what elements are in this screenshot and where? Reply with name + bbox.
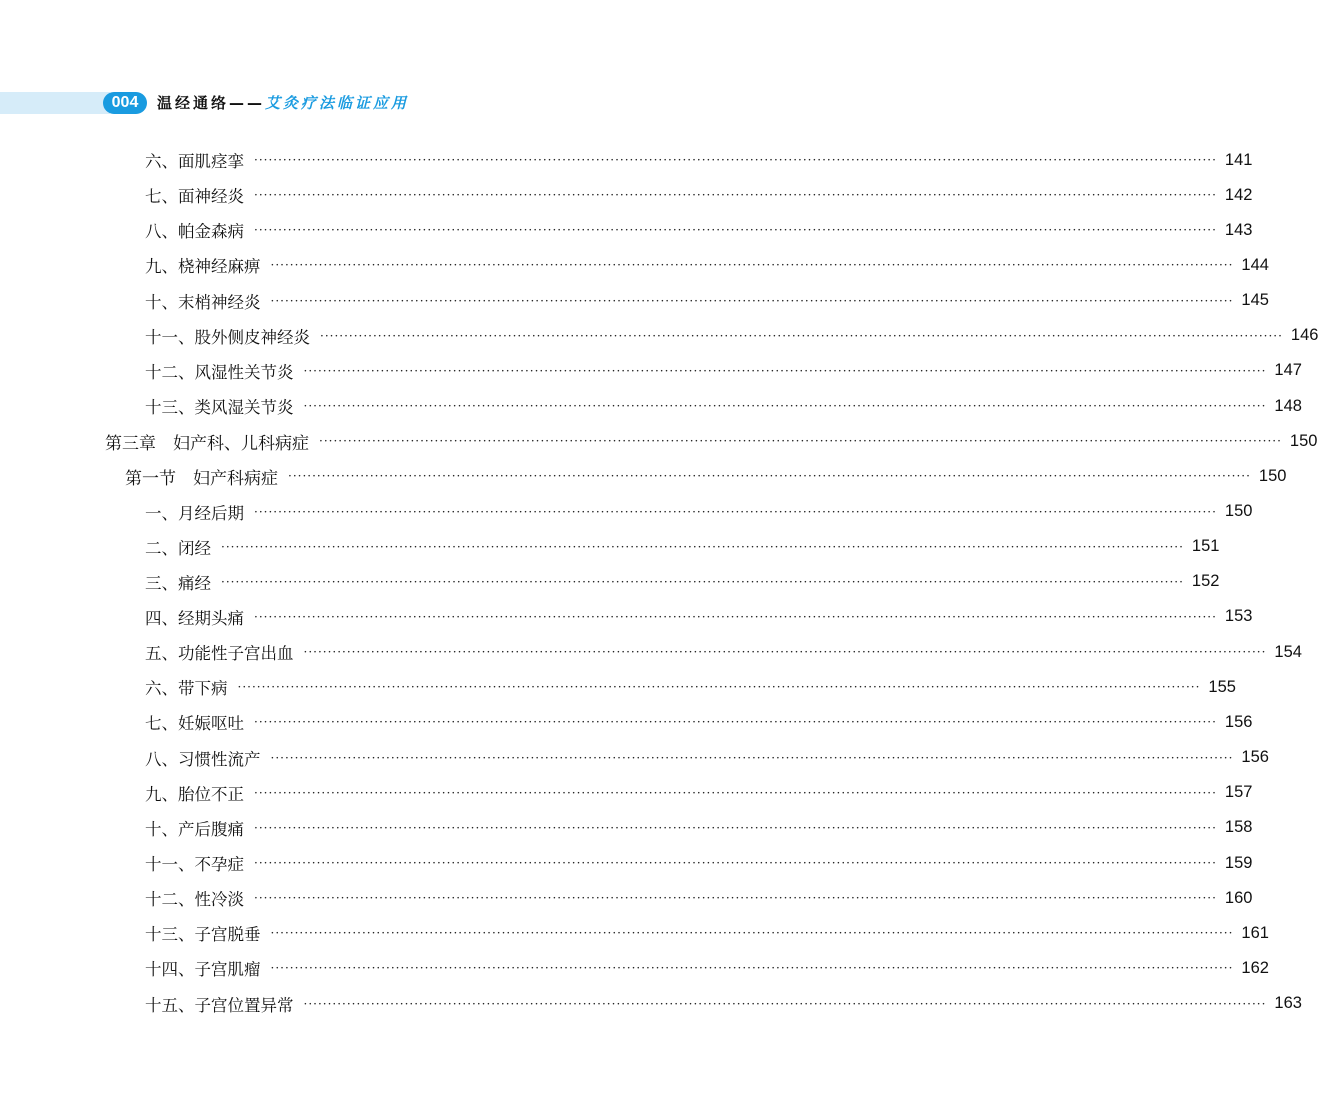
toc-entry-page: 158 [1224, 818, 1253, 837]
toc-entry-page: 152 [1191, 572, 1220, 591]
leader-dots: ········································································································································································································ [303, 399, 1267, 414]
toc-entry-title: 十一、股外侧皮神经炎 [145, 327, 310, 347]
toc-entry-title: 十五、子宫位置异常 [145, 995, 294, 1015]
leader-dots: ········································································································································································································ [270, 750, 1234, 765]
toc-entry[interactable] [0, 180, 1253, 210]
page-number-badge: 004 [103, 92, 147, 114]
leader-dots: ········································································································································································································ [303, 996, 1267, 1011]
toc-entry[interactable] [0, 848, 1253, 878]
toc-entry-title: 八、习惯性流产 [145, 749, 261, 769]
toc-entry[interactable] [0, 743, 1269, 773]
toc-entry[interactable] [0, 321, 1318, 351]
toc-entry-page: 156 [1241, 748, 1269, 767]
toc-entry[interactable] [0, 250, 1269, 280]
leader-dots: ········································································································································································································ [237, 680, 1201, 695]
toc-entry-page: 151 [1191, 537, 1220, 556]
running-header-title [157, 92, 409, 114]
toc-entry-page: 144 [1241, 255, 1269, 274]
leader-dots: ········································································································································································································ [303, 363, 1267, 378]
toc-entry-title: 四、经期头痛 [145, 608, 244, 628]
toc-entry-title: 九、胎位不正 [145, 784, 244, 804]
leader-dots: ········································································································································································································ [254, 785, 1217, 800]
toc-entry[interactable] [0, 356, 1302, 386]
leader-dots: ········································································································································································································ [270, 258, 1234, 273]
book-subtitle: 艾灸疗法临证应用 [265, 94, 410, 112]
toc-entry-page: 160 [1224, 888, 1253, 907]
toc-entry-page: 145 [1241, 291, 1269, 310]
toc-entry-page: 157 [1224, 783, 1253, 802]
toc-entry-page: 150 [1258, 466, 1287, 485]
leader-dots: ········································································································································································································ [254, 609, 1217, 624]
toc-entry[interactable] [0, 461, 1287, 491]
toc-entry[interactable] [0, 707, 1253, 737]
toc-entry[interactable] [0, 989, 1302, 1019]
toc-entry-page: 150 [1289, 431, 1318, 450]
toc-entry-page: 148 [1274, 396, 1302, 415]
toc-entry-title: 第三章 妇产科、儿科病症 [105, 433, 309, 453]
leader-dots: ········································································································································································································ [254, 188, 1217, 203]
toc-entry-title: 一、月经后期 [145, 503, 244, 523]
toc-entry-title: 九、桡神经麻痹 [145, 257, 261, 277]
toc-entry[interactable] [0, 426, 1318, 456]
toc-entry-title: 三、痛经 [145, 573, 211, 593]
toc-entry[interactable] [0, 918, 1269, 948]
toc-entry-page: 161 [1241, 923, 1269, 942]
toc-entry-title: 七、妊娠呕吐 [145, 714, 244, 734]
toc-entry-title: 十、产后腹痛 [145, 819, 244, 839]
toc-entry[interactable] [0, 672, 1236, 702]
toc-entry-title: 十三、类风湿关节炎 [145, 398, 294, 418]
leader-dots: ········································································································································································································ [221, 539, 1184, 554]
toc-entry-page: 147 [1274, 361, 1302, 380]
header-band [0, 92, 110, 114]
toc-entry-title: 七、面神经炎 [145, 187, 244, 207]
toc-entry-page: 143 [1224, 220, 1253, 239]
toc-entry-page: 156 [1224, 712, 1253, 731]
toc-entry[interactable] [0, 286, 1269, 316]
leader-dots: ········································································································································································································ [288, 469, 1251, 484]
toc-entry-page: 155 [1208, 677, 1236, 696]
toc-entry-title: 十四、子宫肌瘤 [145, 960, 261, 980]
toc-entry-page: 142 [1224, 185, 1253, 204]
leader-dots: ········································································································································································································ [270, 926, 1234, 941]
toc-entry-title: 十二、风湿性关节炎 [145, 362, 294, 382]
leader-dots: ········································································································································································································ [319, 434, 1282, 449]
toc-entry-title: 十、末梢神经炎 [145, 292, 261, 312]
leader-dots: ········································································································································································································ [254, 153, 1217, 167]
leader-dots: ········································································································································································································ [270, 293, 1234, 308]
toc-entry-title: 十三、子宫脱垂 [145, 925, 261, 945]
toc-entry-page: 154 [1274, 642, 1302, 661]
leader-dots: ········································································································································································································ [221, 574, 1184, 589]
leader-dots: ········································································································································································································ [254, 820, 1217, 835]
toc-entry[interactable] [0, 813, 1253, 843]
leader-dots: ········································································································································································································ [303, 645, 1267, 660]
toc-entry-title: 第一节 妇产科病症 [125, 468, 278, 488]
toc-entry[interactable] [0, 215, 1253, 245]
toc-entry[interactable] [0, 778, 1253, 808]
toc-entry-title: 六、面肌痉挛 [145, 152, 244, 171]
toc-entry-page: 153 [1224, 607, 1253, 626]
toc-entry[interactable] [0, 532, 1220, 562]
toc-entry-page: 162 [1241, 958, 1269, 977]
toc-entry-title: 二、闭经 [145, 538, 211, 558]
toc-entry[interactable] [0, 497, 1253, 527]
leader-dots: ········································································································································································································ [254, 715, 1217, 730]
toc-entry[interactable] [0, 145, 1253, 175]
leader-dots: ········································································································································································································ [320, 328, 1283, 343]
toc-entry[interactable] [0, 391, 1302, 421]
toc-entry[interactable] [0, 883, 1253, 913]
toc-entry-page: 146 [1290, 326, 1318, 345]
leader-dots: ········································································································································································································ [270, 961, 1234, 976]
toc-entry[interactable] [0, 637, 1302, 667]
toc-entry[interactable] [0, 953, 1269, 983]
toc-entry-title: 五、功能性子宫出血 [145, 644, 294, 664]
toc-entry-title: 十二、性冷淡 [145, 890, 244, 910]
leader-dots: ········································································································································································································ [254, 223, 1217, 238]
toc-entry-page: 150 [1224, 502, 1253, 520]
toc-entry-title: 八、帕金森病 [145, 222, 244, 242]
leader-dots: ········································································································································································································ [254, 891, 1217, 906]
toc-entry-page: 141 [1224, 150, 1253, 169]
leader-dots: ········································································································································································································ [254, 856, 1217, 870]
toc-entry-title: 十一、不孕症 [145, 855, 244, 874]
toc-entry-page: 159 [1224, 853, 1253, 872]
leader-dots: ········································································································································································································ [254, 504, 1217, 519]
toc-entry[interactable] [0, 602, 1253, 632]
book-title: 温经通络—— [157, 94, 266, 112]
toc-entry-title: 六、带下病 [145, 679, 228, 699]
toc-entry-page: 163 [1274, 994, 1302, 1013]
toc-entry[interactable] [0, 567, 1220, 597]
